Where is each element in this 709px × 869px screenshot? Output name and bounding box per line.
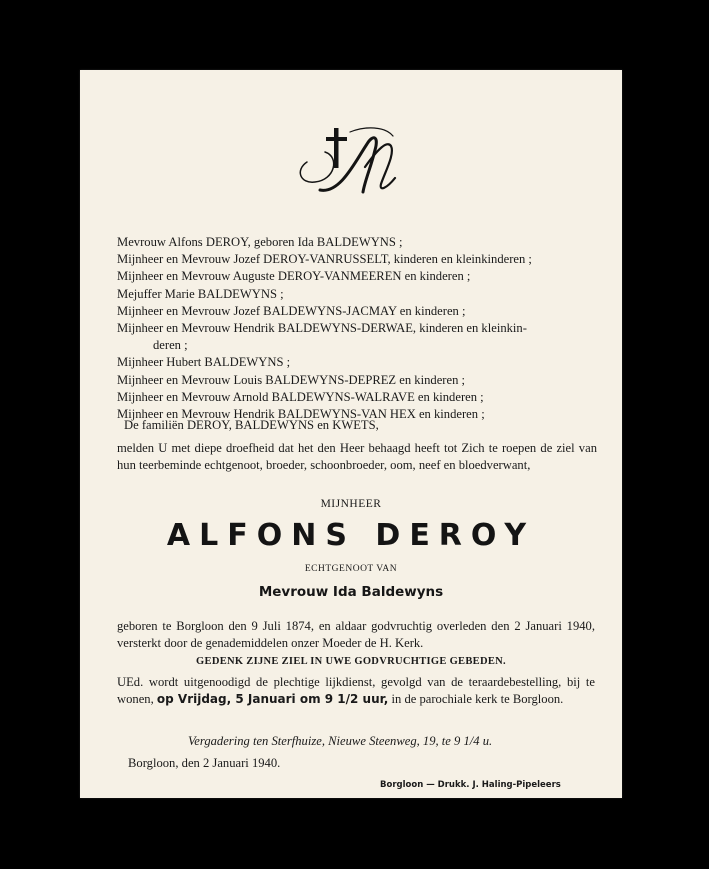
families-line: De familiën DEROY, BALDEWYNS en KWETS, — [124, 418, 379, 432]
invitation-start: UEd. wordt uitgenoodigd de plechtige lijkdienst, gevolgd van de teraardebestelling, bij te wonen, — [117, 675, 595, 707]
birth-death-text: geboren te Borgloon den 9 Juli 1874, en aldaar godvruchtig overleden den 2 Januari 1940, versterkt door de genademiddelen onzer Moeder de H. Kerk. — [117, 619, 595, 651]
prayer-line: GEDENK ZIJNE ZIEL IN UWE GODVRUCHTIGE GEBEDEN. — [196, 656, 506, 667]
family-line: Mijnheer en Mevrouw Hendrik BALDEWYNS-VAN HEX en kinderen ; — [117, 407, 485, 422]
spouse-prefix: ECHTGENOOT VAN — [304, 564, 398, 574]
family-line: Mejuffer Marie BALDEWYNS ; — [117, 286, 284, 301]
cross-monogram-icon — [295, 122, 410, 202]
death-notice-card — [80, 70, 622, 798]
family-line: Mijnheer Hubert BALDEWYNS ; — [117, 355, 291, 370]
family-line: Mijnheer en Mevrouw Jozef DEROY-VANRUSSELT, kinderen en kleinkinderen ; — [117, 252, 532, 267]
family-line: deren ; — [153, 338, 188, 353]
invitation-bold: op Vrijdag, 5 Januari om 9 1/2 uur, — [156, 692, 389, 707]
family-line: Mijnheer en Mevrouw Auguste DEROY-VANMEEREN en kinderen ; — [117, 269, 471, 284]
meeting-line: Vergadering ten Sterfhuize, Nieuwe Steenweg, 19, te 9 1/4 u. — [188, 734, 493, 748]
announcement-text: melden U met diepe droefheid dat het den Heer behaagd heeft tot Zich te roepen de ziel van hun teerbeminde echtgenoot, broeder, schoonbroeder, oom, neef en bloedverwant, — [117, 441, 597, 473]
family-list — [117, 234, 607, 423]
printer-credit: Borgloon — Drukk. J. Haling-Pipeleers — [380, 780, 561, 790]
place-date: Borgloon, den 2 Januari 1940. — [128, 756, 281, 770]
invitation-end: in de parochiale kerk te Borgloon. — [391, 692, 564, 707]
family-line: Mijnheer en Mevrouw Hendrik BALDEWYNS-DERWAE, kinderen en kleinkin- — [117, 321, 527, 336]
title-prefix: MIJNHEER — [320, 498, 382, 510]
family-line: Mijnheer en Mevrouw Arnold BALDEWYNS-WALRAVE en kinderen ; — [117, 389, 484, 404]
spouse-name: Mevrouw Ida Baldewyns — [258, 584, 444, 600]
family-line: Mijnheer en Mevrouw Louis BALDEWYNS-DEPREZ en kinderen ; — [117, 372, 466, 387]
deceased-name: ALFONS DEROY — [166, 518, 536, 553]
invitation-text — [117, 674, 595, 708]
family-line: Mijnheer en Mevrouw Jozef BALDEWYNS-JACMAY en kinderen ; — [117, 303, 466, 318]
family-line: Mevrouw Alfons DEROY, geboren Ida BALDEWYNS ; — [117, 235, 403, 249]
